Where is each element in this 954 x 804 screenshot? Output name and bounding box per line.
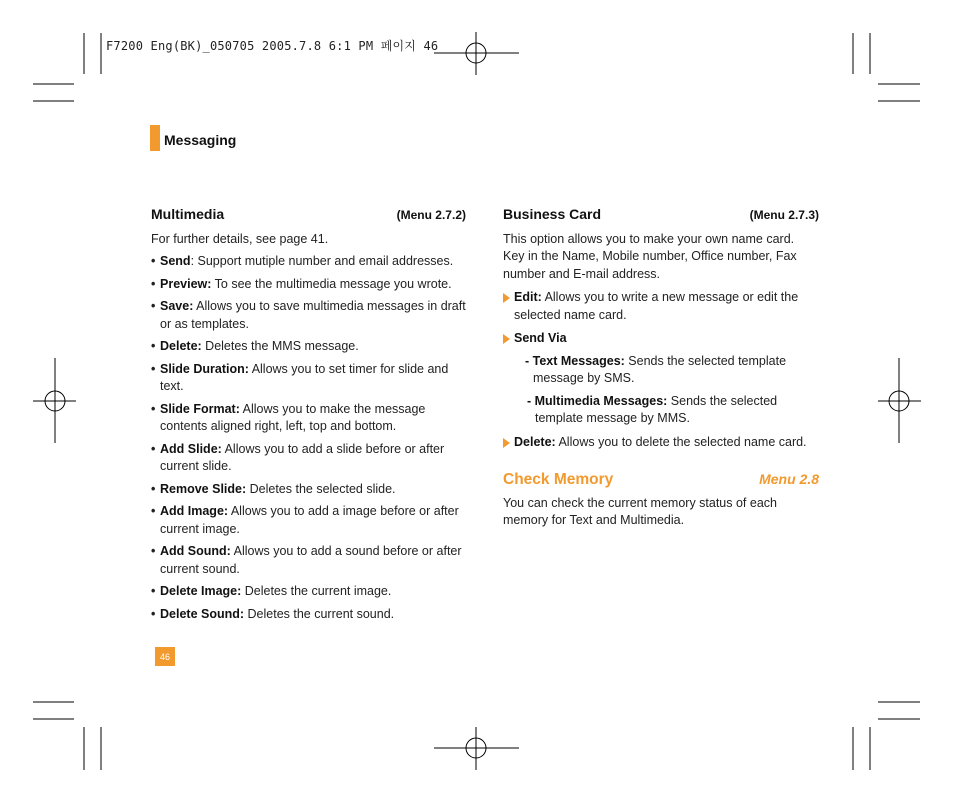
business-card-intro: This option allows you to make your own name card. Key in the Name, Mobile number, Office number, Fax number and E-mail address.	[503, 231, 797, 281]
list-item: • Add Sound: Allows you to add a sound before or after current sound.	[151, 544, 462, 576]
text-messages-item	[514, 353, 819, 388]
right-column	[503, 206, 819, 535]
item-term: Delete:	[160, 339, 202, 353]
page-number: 46	[155, 647, 175, 666]
item-desc: Deletes the MMS message.	[201, 339, 359, 353]
left-column	[151, 206, 466, 628]
print-slug-line: F7200 Eng(BK)_050705 2005.7.8 6:1 PM 페이지 46	[106, 39, 439, 53]
check-memory-menu-ref: Menu 2.8	[759, 471, 819, 487]
item-desc: : Support mutiple number and email addresses.	[190, 254, 454, 268]
list-item: • Delete: Deletes the MMS message.	[151, 339, 359, 353]
list-item: • Delete Image: Deletes the current image.	[151, 584, 392, 598]
item-term: Send	[160, 254, 191, 268]
item-term: Save:	[160, 299, 194, 313]
list-item: • Slide Format: Allows you to make the message contents aligned right, left, top and bottom.	[151, 401, 426, 433]
item-term: Delete Sound:	[160, 606, 245, 621]
list-item: • Add Slide: Allows you to add a slide before or after current slide.	[151, 441, 445, 473]
item-term: Preview:	[160, 276, 212, 291]
multimedia-messages-desc: Sends the selected template message by MMS.	[535, 393, 778, 425]
multimedia-intro: For further details, see page 41.	[151, 231, 329, 246]
list-item: • Preview: To see the multimedia message you wrote.	[151, 276, 452, 291]
item-term: Add Slide:	[160, 441, 222, 456]
list-item: • Add Image: Allows you to add a image before or after current image.	[151, 504, 459, 536]
business-card-heading: Business Card	[503, 206, 602, 222]
edit-item	[503, 289, 819, 324]
text-messages-term: - Text Messages:	[525, 353, 625, 368]
list-item: • Slide Duration: Allows you to set timer for slide and text.	[151, 361, 449, 393]
item-term: Add Image:	[160, 504, 229, 518]
arrow-right-icon	[503, 334, 510, 344]
item-desc: To see the multimedia message you wrote.	[211, 276, 452, 291]
check-memory-text: You can check the current memory status of each memory for Text and Multimedia.	[503, 495, 777, 527]
text-messages-desc: Sends the selected template message by SMS.	[533, 353, 787, 385]
list-item: • Save: Allows you to save multimedia messages in draft or as templates.	[151, 299, 466, 331]
arrow-right-icon	[503, 438, 510, 448]
item-desc: Deletes the current image.	[241, 584, 392, 598]
list-item: • Send: Support mutiple number and email addresses.	[151, 254, 454, 268]
multimedia-messages-item	[516, 393, 819, 428]
business-card-heading-row	[503, 206, 819, 225]
item-term: Slide Format:	[160, 401, 240, 416]
item-desc: Deletes the selected slide.	[246, 481, 396, 496]
item-desc: Allows you to add a sound before or after current sound.	[160, 544, 462, 576]
edit-desc: Allows you to write a new message or edit the selected name card.	[514, 290, 799, 322]
check-memory-heading-row	[503, 471, 819, 489]
item-term: Slide Duration:	[160, 361, 249, 376]
item-desc: Deletes the current sound.	[244, 606, 395, 621]
delete-term: Delete:	[514, 434, 556, 449]
item-term: Remove Slide:	[160, 481, 247, 496]
multimedia-menu-ref: (Menu 2.7.2)	[396, 208, 466, 222]
business-card-menu-ref: (Menu 2.7.3)	[749, 208, 819, 222]
item-desc: Allows you to add a image before or after current image.	[160, 504, 459, 536]
arrow-right-icon	[503, 293, 510, 303]
list-item: • Remove Slide: Deletes the selected slide.	[151, 481, 396, 496]
item-term: Add Sound:	[160, 544, 231, 558]
item-desc: Allows you to set timer for slide and text.	[160, 361, 449, 393]
delete-item	[503, 434, 819, 452]
item-desc: Allows you to save multimedia messages in draft or as templates.	[160, 299, 466, 331]
section-title: Messaging	[164, 132, 237, 148]
multimedia-heading: Multimedia	[151, 206, 225, 222]
list-item: • Delete Sound: Deletes the current sound.	[151, 606, 395, 621]
send-via-item	[503, 330, 819, 348]
item-term: Delete Image:	[160, 584, 242, 598]
multimedia-heading-row	[151, 206, 466, 225]
item-desc: Allows you to make the message contents aligned right, left, top and bottom.	[160, 401, 426, 433]
check-memory-heading: Check Memory	[503, 471, 614, 488]
multimedia-messages-term: - Multimedia Messages:	[527, 393, 668, 408]
send-via-term: Send Via	[514, 331, 567, 345]
section-tab-marker	[150, 125, 160, 151]
delete-desc: Allows you to delete the selected name card.	[555, 434, 807, 449]
edit-term: Edit:	[514, 290, 542, 304]
item-desc: Allows you to add a slide before or after current slide.	[160, 441, 445, 473]
